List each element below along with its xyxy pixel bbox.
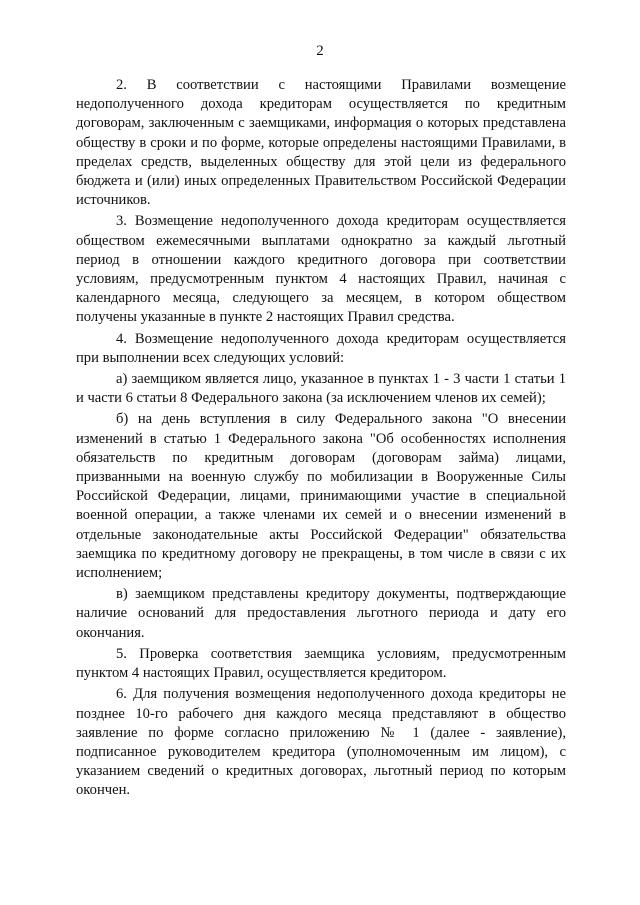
paragraph-2: 2. В соответствии с настоящими Правилами возмещение недополученного дохода кредиторам осуществляется по кредитным договорам, заключенным с заемщиками, информация о которых представлена обществу в сроки и по форме, которые определены настоящими Правилами, в пределах средств, выделенных обществу для этой цели из федерального бюджета и (или) иных определенных Правительством Российской Федерации источников.	[76, 77, 566, 209]
page-number: 2	[316, 43, 324, 59]
paragraph-4b: б) на день вступления в силу Федерального закона "О внесении изменений в статью 1 Федерального закона "Об особенностях исполнения обязательств по кредитным договорам (договорам займа) лицами, призванными на военную службу по мобилизации в Вооруженные Силы Российской Федерации, лицами, принимающими участие в специальной военной операции, а также членами их семей и о внесении изменений в отдельные законодательные акты Российской Федерации" обязательства заемщика по кредитному договору не прекращены, в том числе в связи с их исполнением;	[76, 411, 566, 582]
paragraph-4c: в) заемщиком представлены кредитору документы, подтверждающие наличие оснований для предоставления льготного периода и дату его окончания.	[76, 586, 566, 641]
paragraph-4a: а) заемщиком является лицо, указанное в пунктах 1 - 3 части 1 статьи 1 и части 6 статьи 8 Федерального закона (за исключением членов их семей);	[76, 371, 566, 407]
paragraph-6: 6. Для получения возмещения недополученного дохода кредиторы не позднее 10-го рабочего дня каждого месяца представляют в общество заявление по форме согласно приложению № 1 (далее - заявление), подписанное руководителем кредитора (уполномоченным им лицом), с указанием сведений о кредитных договорах, льготный период по которым окончен.	[76, 686, 566, 799]
paragraph-4: 4. Возмещение недополученного дохода кредиторам осуществляется при выполнении всех следующих условий:	[76, 330, 566, 366]
paragraph-3: 3. Возмещение недополученного дохода кредиторам осуществляется обществом ежемесячными выплатами однократно за каждый льготный период в отношении каждого кредитного договора при соответствии условиям, предусмотренным пунктом 4 настоящих Правил, начиная с календарного месяца, следующего за месяцем, в котором обществом получены указанные в пункте 2 настоящих Правил средства.	[76, 213, 566, 326]
paragraph-5: 5. Проверка соответствия заемщика условиям, предусмотренным пунктом 4 настоящих Правил, осуществляется кредитором.	[76, 645, 566, 682]
document-body	[76, 76, 566, 803]
